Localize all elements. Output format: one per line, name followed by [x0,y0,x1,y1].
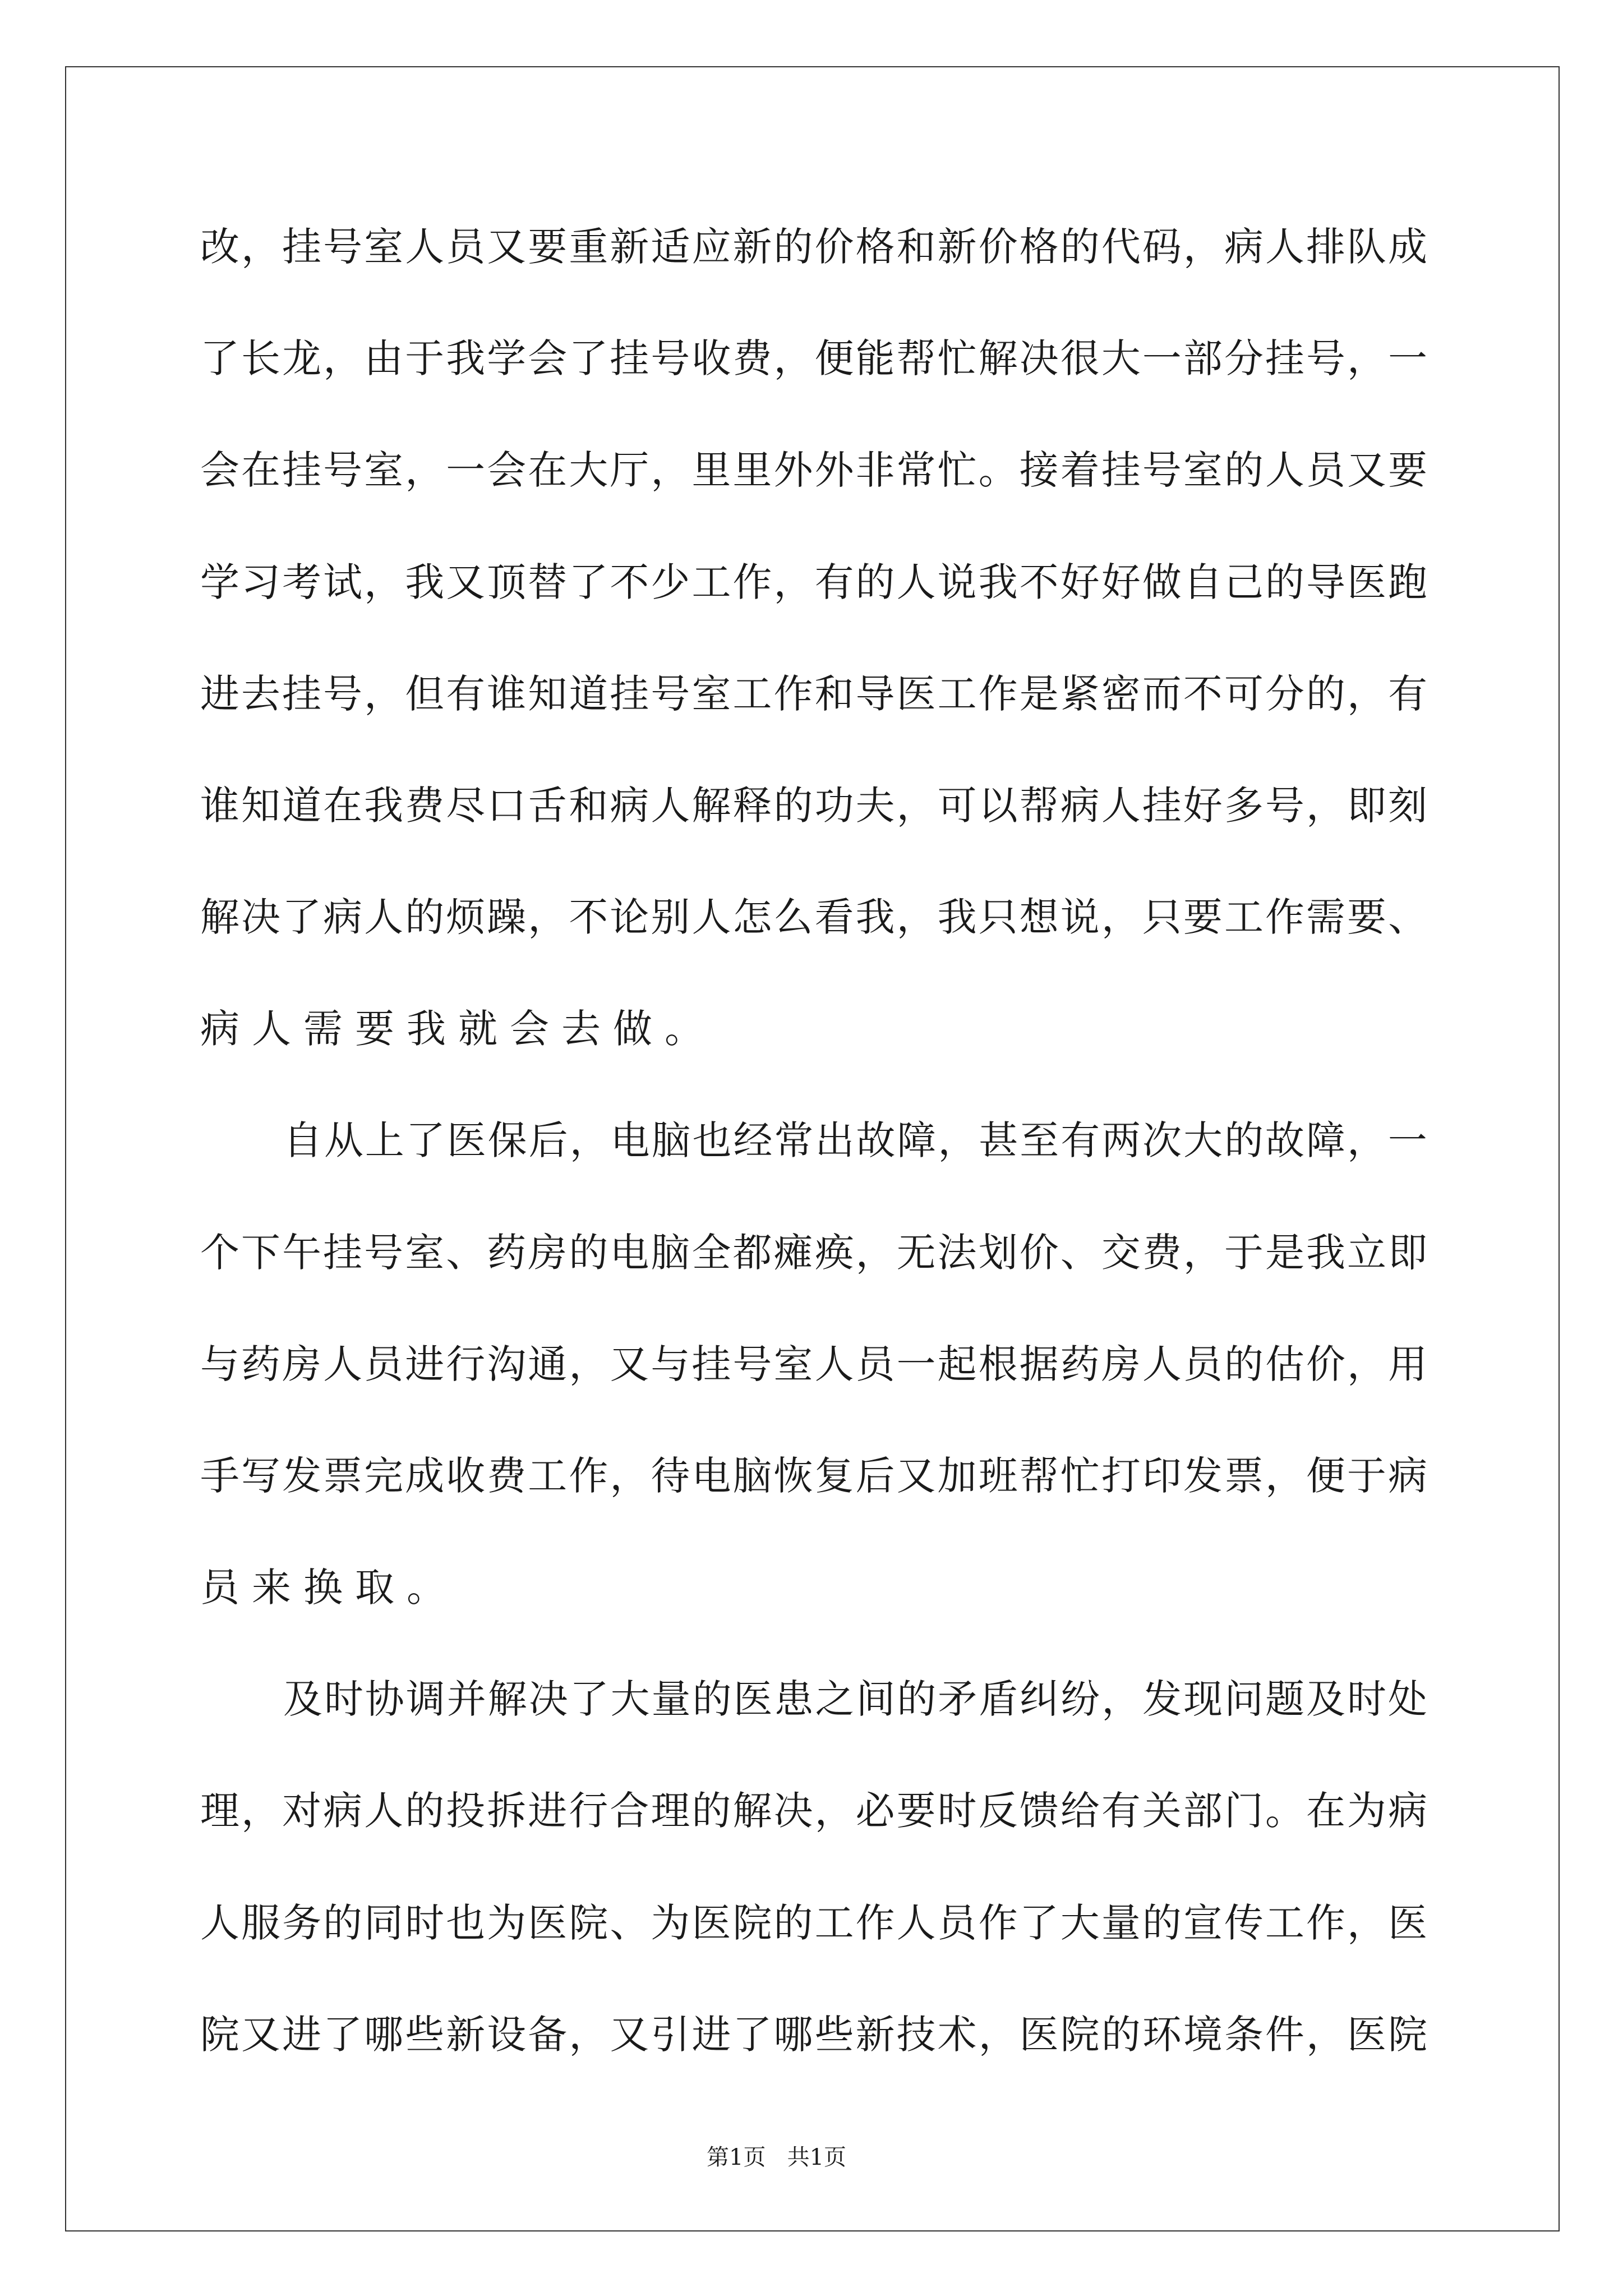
paragraph-3-line-4: 院又进了哪些新设备，又引进了哪些新技术，医院的环境条件，医院 [200,2012,1430,2058]
paragraph-1-line-8: 病人需要我就会去做。 [200,1006,716,1052]
paragraph-3-line-2: 理，对病人的投拆进行合理的解决，必要时反馈给有关部门。在为病 [200,1788,1430,1834]
paragraph-1-line-5: 进去挂号，但有谁知道挂号室工作和导医工作是紧密而不可分的，有 [200,671,1430,717]
paragraph-3-line-3: 人服务的同时也为医院、为医院的工作人员作了大量的宣传工作，医 [200,1900,1430,1946]
paragraph-2-line-2: 个下午挂号室、药房的电脑全都瘫痪，无法划价、交费，于是我立即 [200,1230,1430,1276]
page-footer: 第1页 共1页 [707,2145,847,2170]
paragraph-1-line-3: 会在挂号室，一会在大厅，里里外外非常忙。接着挂号室的人员又要 [200,447,1430,493]
paragraph-1-line-6: 谁知道在我费尽口舌和病人解释的功夫，可以帮病人挂好多号，即刻 [200,783,1430,829]
paragraph-2-line-1: 自从上了医保后，电脑也经常出故障，甚至有两次大的故障，一 [283,1117,1429,1163]
paragraph-1-line-4: 学习考试，我又顶替了不少工作，有的人说我不好好做自己的导医跑 [200,559,1430,605]
paragraph-1-line-7: 解决了病人的烦躁，不论别人怎么看我，我只想说，只要工作需要、 [200,894,1430,940]
paragraph-1-line-2: 了长龙，由于我学会了挂号收费，便能帮忙解决很大一部分挂号，一 [200,335,1430,381]
paragraph-3-line-1: 及时协调并解决了大量的医患之间的矛盾纠纷，发现问题及时处 [283,1676,1429,1722]
paragraph-2-line-5: 员来换取。 [200,1565,458,1611]
paragraph-2-line-3: 与药房人员进行沟通，又与挂号室人员一起根据药房人员的估价，用 [200,1341,1430,1387]
paragraph-2-line-4: 手写发票完成收费工作，待电脑恢复后又加班帮忙打印发票，便于病 [200,1453,1430,1499]
paragraph-1-line-1: 改，挂号室人员又要重新适应新的价格和新价格的代码，病人排队成 [200,224,1430,270]
